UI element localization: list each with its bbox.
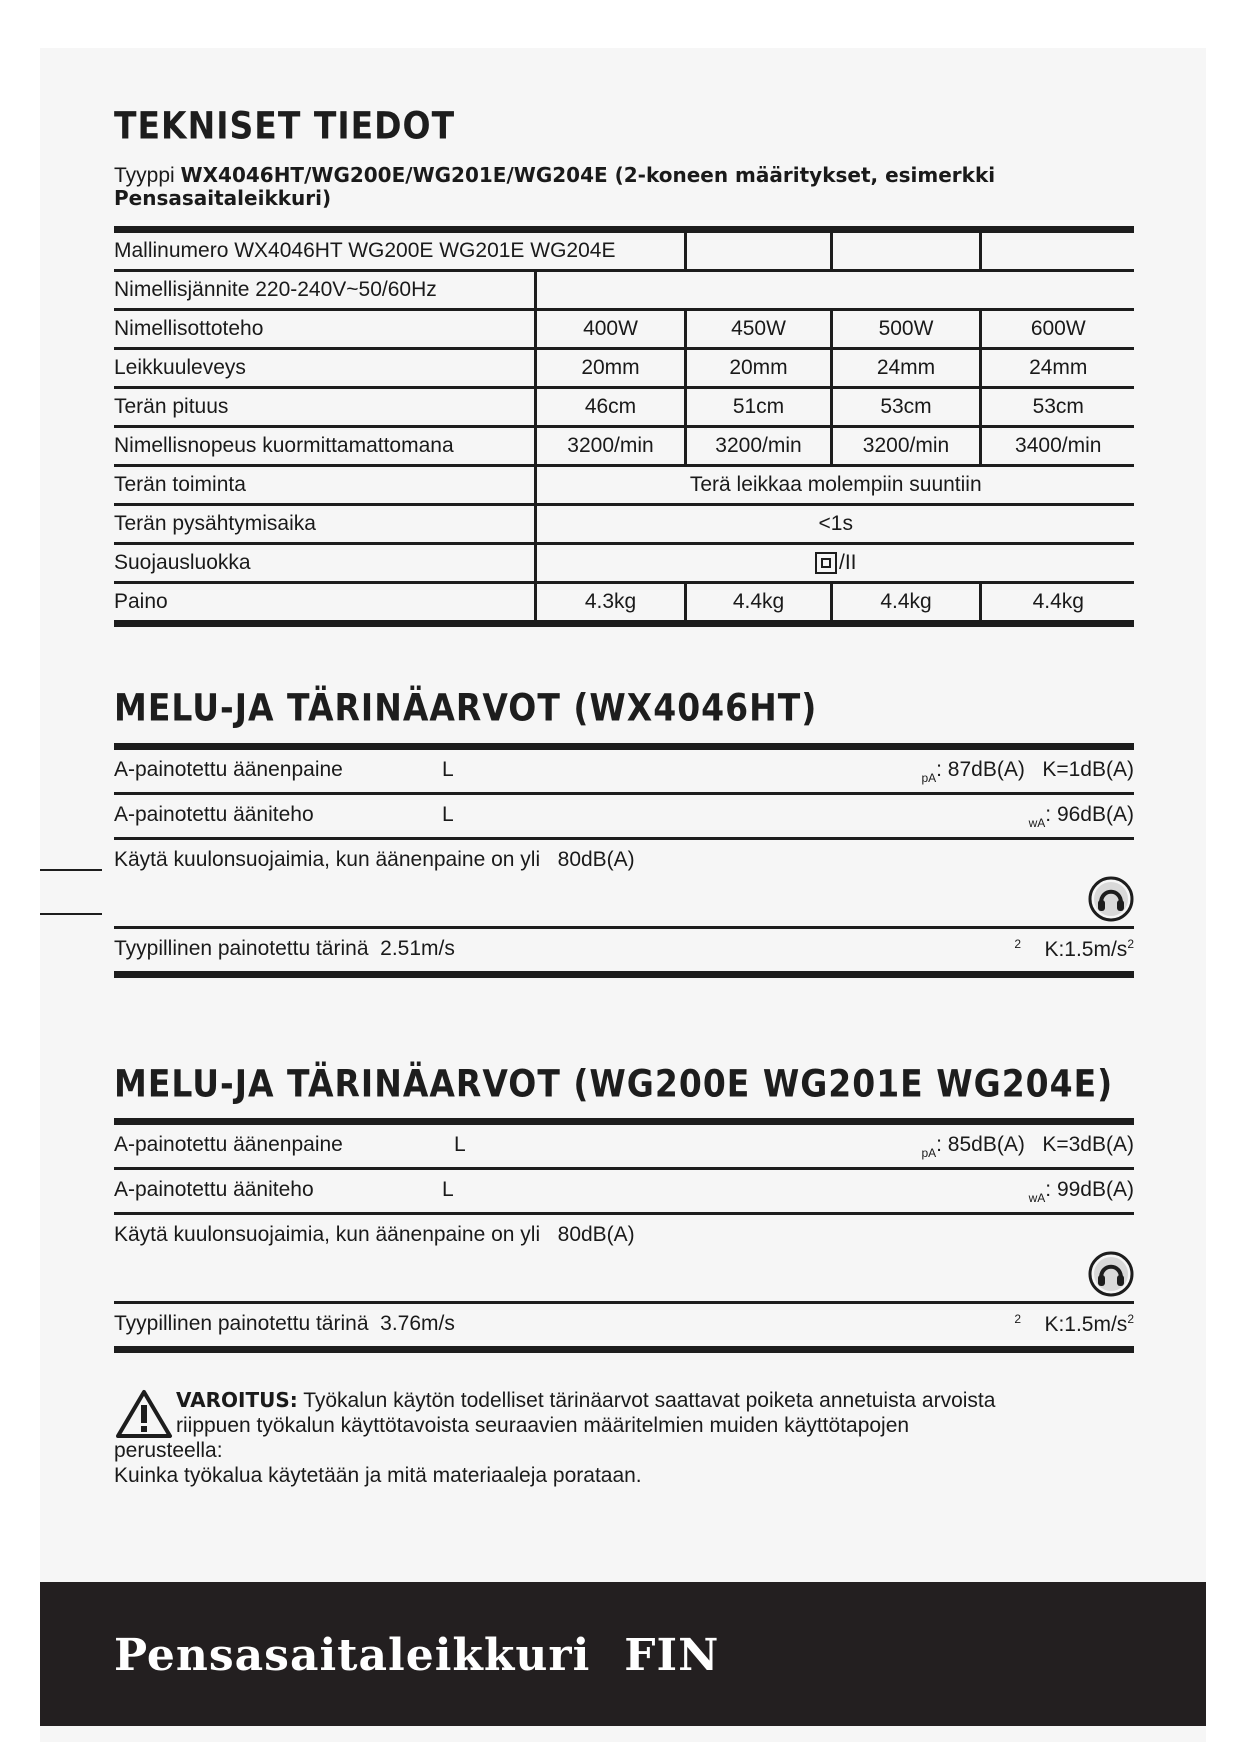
table-row — [114, 750, 1134, 792]
empty-cell — [980, 230, 1134, 271]
divider — [114, 971, 1134, 978]
pressure-value — [921, 758, 1134, 785]
ear-protection-icon — [1088, 1251, 1134, 1297]
double-insulation-icon — [815, 552, 837, 574]
pressure-label: A-painotettu äänenpaine — [114, 1133, 343, 1156]
table-row — [114, 1304, 1134, 1346]
footer-language: FIN — [624, 1630, 720, 1681]
table-cell: 400W — [535, 310, 685, 349]
ear-protection-text — [114, 848, 635, 872]
sub-wa: wA — [1028, 816, 1046, 830]
table-row — [114, 271, 1134, 310]
voltage-label: Nimellisjännite 220-240V~50/60Hz — [114, 271, 535, 310]
symbol-l: L — [442, 758, 454, 781]
power-label: A-painotettu ääniteho — [114, 1178, 314, 1201]
type-prefix: Tyyppi — [114, 164, 175, 187]
margin-mark — [40, 913, 102, 915]
power-value — [1029, 1178, 1134, 1205]
table-cell: 4.4kg — [980, 583, 1134, 624]
pressure-number: : 85dB(A) — [936, 1133, 1025, 1156]
table-row — [114, 310, 1134, 349]
footer-product: Pensasaitaleikkuri — [114, 1630, 591, 1681]
table-row — [114, 1170, 1134, 1212]
power-number: : 99dB(A) — [1045, 1178, 1134, 1201]
table-row — [114, 505, 1134, 544]
divider — [114, 743, 1134, 750]
vibration-k-sup: 2 — [1127, 1312, 1134, 1326]
footer-title — [114, 1630, 719, 1681]
empty-cell — [685, 230, 831, 271]
table-cell: 3200/min — [831, 427, 980, 466]
vibration-k-value: K:1.5m/s — [1044, 1313, 1128, 1336]
footer-bar — [40, 1582, 1206, 1726]
table-cell: 20mm — [535, 349, 685, 388]
vibration-value: 3.76m/s — [380, 1312, 455, 1335]
protection-class-text: /II — [838, 551, 857, 574]
warning-triangle-icon — [114, 1388, 174, 1440]
table-row — [114, 840, 1134, 926]
ear-protection-value: 80dB(A) — [557, 848, 635, 871]
power-value — [1029, 803, 1134, 830]
table-cell: 51cm — [685, 388, 831, 427]
warning-label: VAROITUS: — [176, 1388, 298, 1412]
ear-protection-label: Käytä kuulonsuojaimia, kun äänenpaine on yli — [114, 848, 541, 871]
vibration-value: 2.51m/s — [380, 937, 455, 960]
table-cell: 3200/min — [535, 427, 685, 466]
table-cell: 450W — [685, 310, 831, 349]
row-label: Terän pituus — [114, 388, 535, 427]
table-row — [114, 544, 1134, 583]
weight-label: Paino — [114, 590, 168, 613]
pressure-value — [921, 1133, 1134, 1160]
table-cell: 46cm — [535, 388, 685, 427]
warning-line-2: riippuen työkalun käyttötavoista seuraavien määritelmien muiden käyttötapojen — [176, 1414, 910, 1437]
blade-action-label: Terän toiminta — [114, 466, 535, 505]
stop-time-label: Terän pysähtymisaika — [114, 505, 535, 544]
blade-action-value: Terä leikkaa molempiin suuntiin — [535, 466, 1134, 505]
empty-cell — [535, 271, 1134, 310]
table-row — [114, 466, 1134, 505]
table-cell: 20mm — [685, 349, 831, 388]
vibration-sup: 2 — [1014, 937, 1022, 951]
warning-line-3: perusteella: — [114, 1439, 223, 1462]
vibration-k-sup: 2 — [1127, 937, 1134, 951]
table-row — [114, 427, 1134, 466]
warning-line-4: Kuinka työkalua käytetään ja mitä materiaaleja porataan. — [114, 1464, 642, 1487]
symbol-l: L — [442, 1178, 454, 1201]
power-label: A-painotettu ääniteho — [114, 803, 314, 826]
vibration-label: Tyypillinen painotettu tärinä — [114, 1312, 369, 1335]
protection-value — [535, 544, 1134, 583]
vibration-label: Tyypillinen painotettu tärinä — [114, 937, 369, 960]
empty-cell — [831, 230, 980, 271]
ear-protection-value: 80dB(A) — [557, 1223, 635, 1246]
row-label: Leikkuuleveys — [114, 349, 535, 388]
vibration-k — [1014, 937, 1134, 962]
table-cell: 3400/min — [980, 427, 1134, 466]
page-title: TEKNISET TIEDOT — [114, 104, 456, 148]
table-cell: 600W — [980, 310, 1134, 349]
noise-heading-2: MELU-JA TÄRINÄARVOT (WG200E WG201E WG204E) — [114, 1062, 1114, 1106]
vibration-k-value: K:1.5m/s — [1044, 938, 1128, 961]
table-row — [114, 230, 1134, 271]
table-row — [114, 349, 1134, 388]
ear-protection-icon — [1088, 876, 1134, 922]
symbol-l: L — [442, 803, 454, 826]
table-cell: 4.4kg — [685, 583, 831, 624]
table-cell: 4.4kg — [831, 583, 980, 624]
pressure-label: A-painotettu äänenpaine — [114, 758, 343, 781]
stop-time-value: <1s — [535, 505, 1134, 544]
margin-mark — [40, 869, 102, 871]
table-row — [114, 583, 1134, 624]
vibration-text — [114, 937, 455, 961]
table-cell: 500W — [831, 310, 980, 349]
sub-wa: wA — [1028, 1191, 1046, 1205]
vibration-sup: 2 — [1014, 1312, 1022, 1326]
divider — [114, 1118, 1134, 1125]
type-line — [114, 164, 1094, 210]
spec-table — [114, 226, 1134, 627]
pressure-k: K=1dB(A) — [1042, 758, 1134, 781]
table-cell: 24mm — [980, 349, 1134, 388]
table-cell: 4.3kg — [535, 583, 685, 624]
table-cell: 53cm — [831, 388, 980, 427]
protection-label: Suojausluokka — [114, 544, 535, 583]
ear-protection-label: Käytä kuulonsuojaimia, kun äänenpaine on yli — [114, 1223, 541, 1246]
sub-pa: pA — [921, 771, 937, 785]
warning-line-1 — [176, 1388, 995, 1413]
noise-heading-1: MELU-JA TÄRINÄARVOT (WX4046HT) — [114, 686, 818, 730]
row-label: Nimellisottoteho — [114, 310, 535, 349]
power-number: : 96dB(A) — [1045, 803, 1134, 826]
type-models: WX4046HT/WG200E/WG201E/WG204E (2-koneen määritykset, esimerkki Pensasaitaleikkuri) — [114, 163, 996, 210]
table-row — [114, 795, 1134, 837]
noise-table-1 — [114, 743, 1134, 978]
divider — [114, 1346, 1134, 1353]
symbol-l: L — [454, 1133, 466, 1156]
noise-table-2 — [114, 1118, 1134, 1353]
warning-text-1: Työkalun käytön todelliset tärinäarvot saattavat poiketa annetuista arvoista — [303, 1389, 996, 1412]
model-label: Mallinumero WX4046HT WG200E WG201E WG204E — [114, 230, 685, 271]
vibration-k — [1014, 1312, 1134, 1337]
vibration-text — [114, 1312, 455, 1336]
table-row — [114, 388, 1134, 427]
table-cell: 53cm — [980, 388, 1134, 427]
sub-pa: pA — [921, 1146, 937, 1160]
table-row — [114, 1125, 1134, 1167]
table-row — [114, 1215, 1134, 1301]
ear-protection-text — [114, 1223, 635, 1247]
pressure-k: K=3dB(A) — [1042, 1133, 1134, 1156]
pressure-number: : 87dB(A) — [936, 758, 1025, 781]
table-cell: 24mm — [831, 349, 980, 388]
row-label: Nimellisnopeus kuormittamattomana — [114, 427, 535, 466]
table-cell: 3200/min — [685, 427, 831, 466]
table-row — [114, 929, 1134, 971]
